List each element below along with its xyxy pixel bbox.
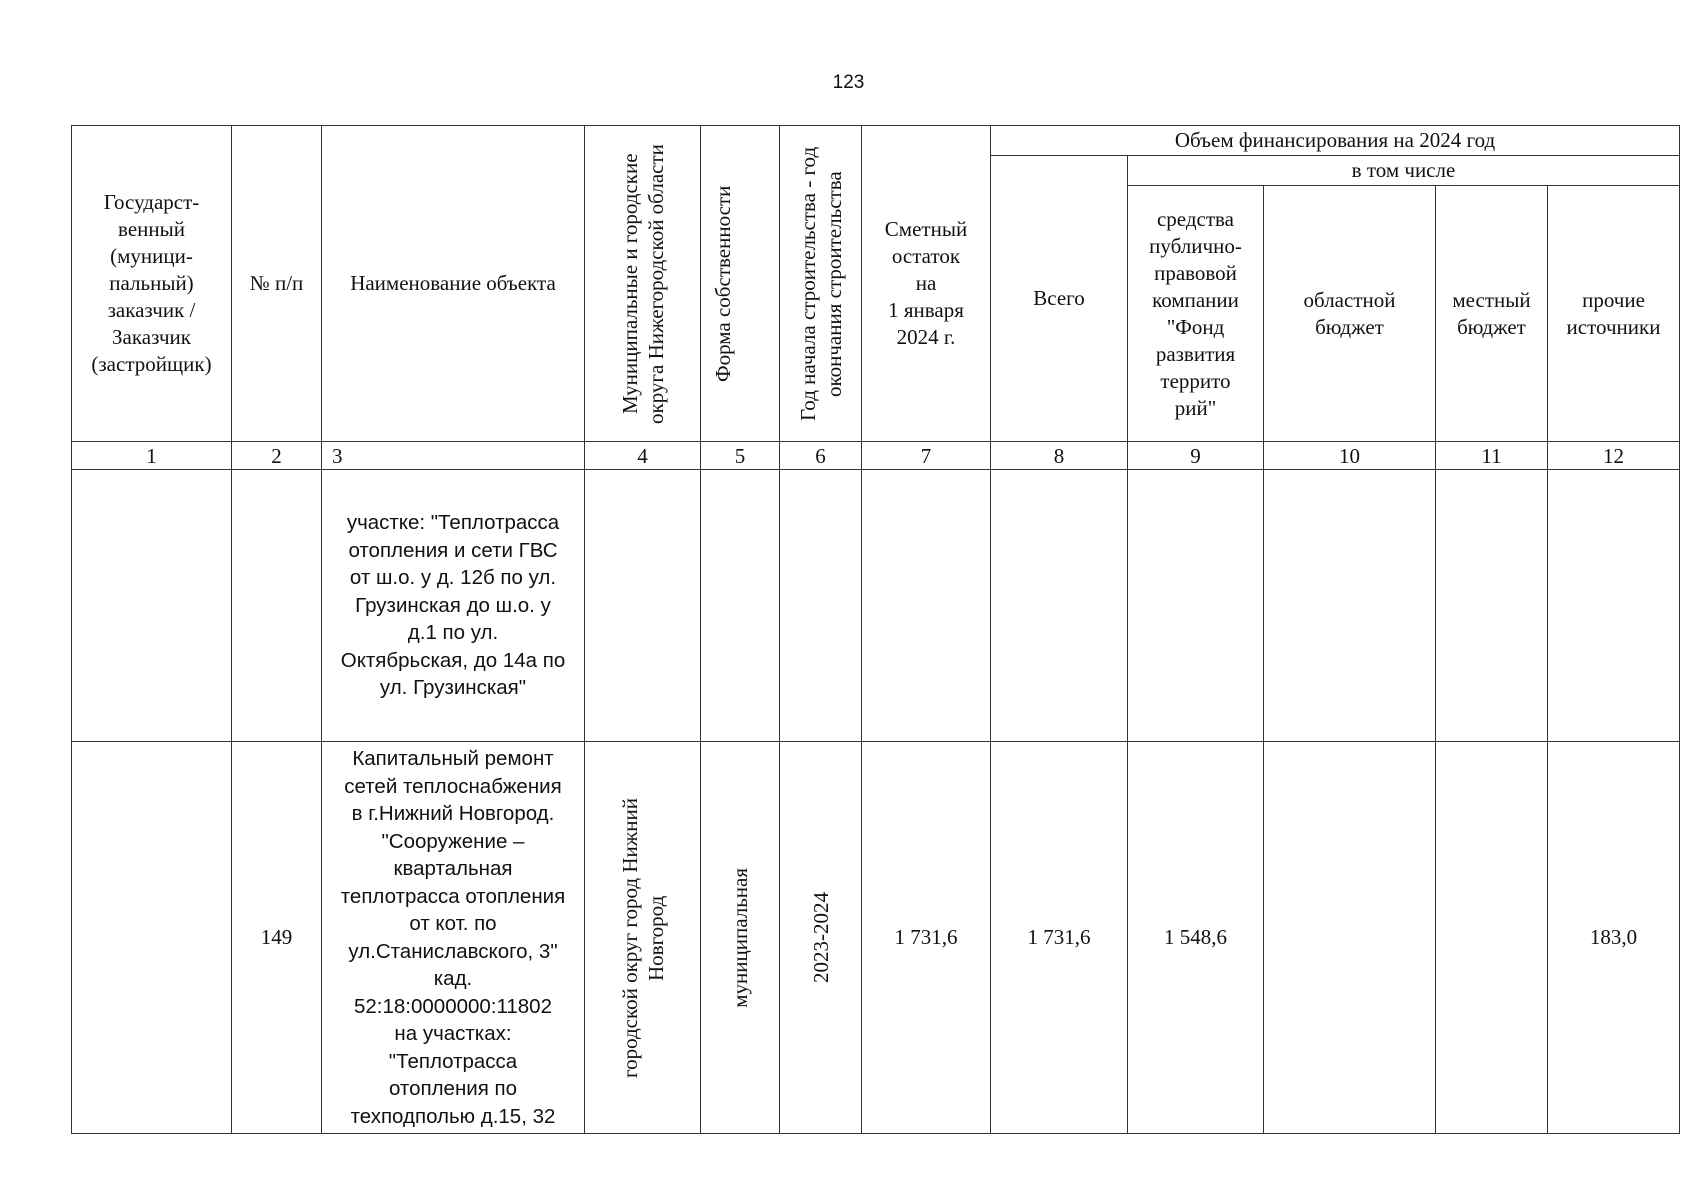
cell-other: 183,0	[1548, 742, 1680, 1134]
cell-customer	[72, 742, 232, 1134]
table-row	[72, 742, 1680, 1134]
header-other: прочие источники	[1548, 186, 1680, 442]
header-object-name: Наименование объекта	[322, 126, 585, 442]
cell-fund	[1128, 470, 1264, 742]
header-local: местный бюджет	[1436, 186, 1548, 442]
cell-customer	[72, 470, 232, 742]
column-number: 8	[991, 442, 1128, 470]
cell-fund: 1 548,6	[1128, 742, 1264, 1134]
cell-municipality	[585, 470, 701, 742]
column-number: 2	[232, 442, 322, 470]
header-funding-group: Объем финансирования на 2024 год	[991, 126, 1680, 156]
column-number: 11	[1436, 442, 1548, 470]
header-municipality: Муниципальные и городские округа Нижегородской области	[585, 126, 701, 442]
financing-table	[71, 125, 1680, 1134]
page-number: 123	[832, 72, 865, 93]
header-including: в том числе	[1128, 156, 1680, 186]
column-number: 3	[322, 442, 585, 470]
column-number: 12	[1548, 442, 1680, 470]
cell-object-name: Капитальный ремонт сетей теплоснабжения в г.Нижний Новгород. "Сооружение – квартальная теплотрасса отопления от кот. по ул.Станиславского, 3" кад. 52:18:0000000:11802 на участках: "Теплотрасса отопления по техподполью д.15, 32	[322, 742, 585, 1134]
column-number: 1	[72, 442, 232, 470]
cell-total	[991, 470, 1128, 742]
table-row	[72, 470, 1680, 742]
column-number: 6	[780, 442, 862, 470]
cell-years: 2023-2024	[780, 742, 862, 1134]
cell-ownership: муниципальная	[701, 742, 780, 1134]
cell-num	[232, 470, 322, 742]
cell-local	[1436, 470, 1548, 742]
header-total: Всего	[991, 156, 1128, 442]
cell-other	[1548, 470, 1680, 742]
header-fund: средства публично- правовой компании "Фонд развития террито рий"	[1128, 186, 1264, 442]
cell-local	[1436, 742, 1548, 1134]
header-customer: Государст- венный (муници- пальный) заказчик / Заказчик (застройщик)	[72, 126, 232, 442]
cell-regional	[1264, 470, 1436, 742]
header-ownership: Форма собственности	[701, 126, 780, 442]
header-years: Год начала строительства - год окончания строительства	[780, 126, 862, 442]
cell-regional	[1264, 742, 1436, 1134]
cell-estimate: 1 731,6	[862, 742, 991, 1134]
header-regional: областной бюджет	[1264, 186, 1436, 442]
column-number: 10	[1264, 442, 1436, 470]
header-num: № п/п	[232, 126, 322, 442]
cell-num: 149	[232, 742, 322, 1134]
cell-object-name: участке: "Теплотрасса отопления и сети ГВС от ш.о. у д. 12б по ул. Грузинская до ш.о. у д.1 по ул. Октябрьская, до 14а по ул. Грузинская"	[322, 470, 585, 742]
header-estimate: Сметный остаток на 1 января 2024 г.	[862, 126, 991, 442]
column-number: 5	[701, 442, 780, 470]
cell-estimate	[862, 470, 991, 742]
column-number: 9	[1128, 442, 1264, 470]
cell-total: 1 731,6	[991, 742, 1128, 1134]
column-number: 7	[862, 442, 991, 470]
column-number: 4	[585, 442, 701, 470]
cell-ownership	[701, 470, 780, 742]
cell-municipality: городской округ город Нижний Новгород	[585, 742, 701, 1134]
cell-years	[780, 470, 862, 742]
